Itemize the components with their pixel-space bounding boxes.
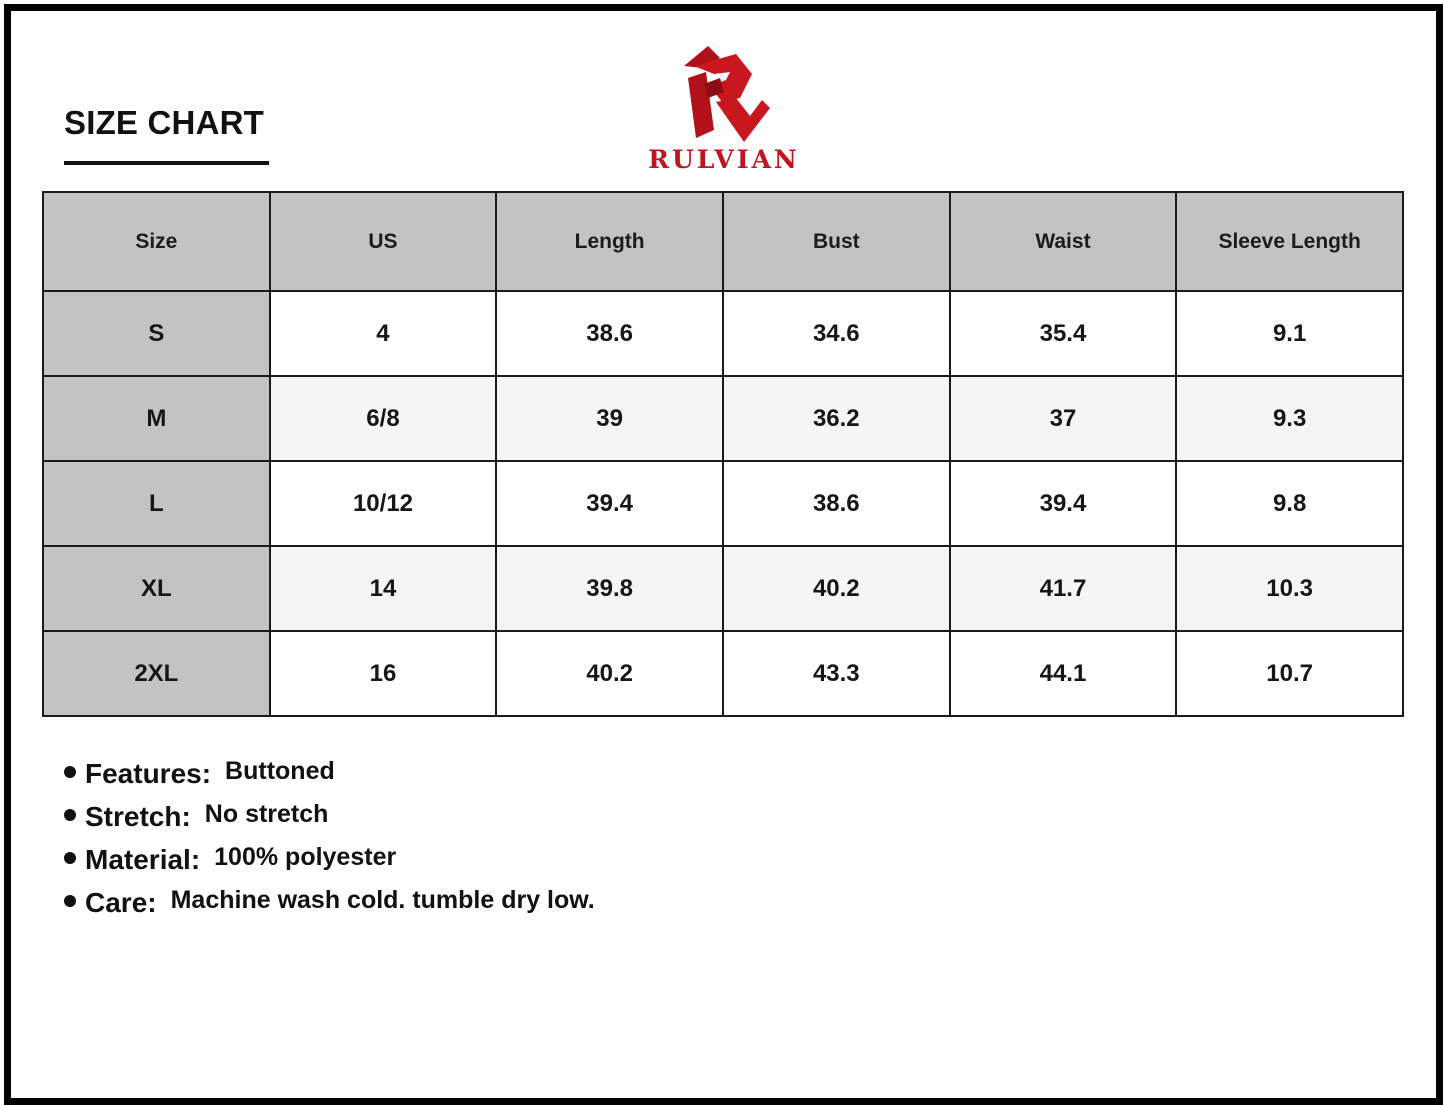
bullet-icon xyxy=(64,809,76,821)
size-table xyxy=(42,191,1404,717)
waist-cell: 41.7 xyxy=(950,546,1177,631)
list-item xyxy=(64,795,595,838)
table-row xyxy=(43,461,1403,546)
size-cell: XL xyxy=(43,546,270,631)
title-underline xyxy=(64,161,269,165)
brand-wordmark: RULVIAN xyxy=(648,145,800,174)
bullet-icon xyxy=(64,766,76,778)
size-cell: 2XL xyxy=(43,631,270,716)
size-cell: M xyxy=(43,376,270,461)
us-cell: 16 xyxy=(270,631,497,716)
feature-label: Material: xyxy=(85,843,201,875)
sleeve-length-cell: 10.3 xyxy=(1176,546,1403,631)
column-header-length: Length xyxy=(496,192,723,291)
list-item xyxy=(64,881,595,924)
bust-cell: 43.3 xyxy=(723,631,950,716)
length-cell: 40.2 xyxy=(496,631,723,716)
size-cell: L xyxy=(43,461,270,546)
bust-cell: 34.6 xyxy=(723,291,950,376)
length-cell: 39.8 xyxy=(496,546,723,631)
feature-label: Features: xyxy=(85,757,212,789)
r-logo-icon xyxy=(680,44,770,142)
sleeve-length-cell: 9.8 xyxy=(1176,461,1403,546)
feature-list xyxy=(64,752,595,924)
waist-cell: 35.4 xyxy=(950,291,1177,376)
table-row xyxy=(43,291,1403,376)
us-cell: 10/12 xyxy=(270,461,497,546)
feature-value: 100% polyester xyxy=(214,843,397,871)
bullet-icon xyxy=(64,852,76,864)
page-title: SIZE CHART xyxy=(64,104,264,141)
table-row xyxy=(43,376,1403,461)
length-cell: 39 xyxy=(496,376,723,461)
column-header-bust: Bust xyxy=(723,192,950,291)
feature-value: Machine wash cold. tumble dry low. xyxy=(170,886,595,914)
feature-value: No stretch xyxy=(204,800,329,828)
brand-logo xyxy=(634,44,814,179)
bullet-icon xyxy=(64,895,76,907)
waist-cell: 39.4 xyxy=(950,461,1177,546)
bust-cell: 36.2 xyxy=(723,376,950,461)
list-item xyxy=(64,838,595,881)
us-cell: 4 xyxy=(270,291,497,376)
feature-value: Buttoned xyxy=(225,757,335,785)
list-item xyxy=(64,752,595,795)
sleeve-length-cell: 9.1 xyxy=(1176,291,1403,376)
bust-cell: 40.2 xyxy=(723,546,950,631)
waist-cell: 44.1 xyxy=(950,631,1177,716)
us-cell: 6/8 xyxy=(270,376,497,461)
column-header-sleeve-length: Sleeve Length xyxy=(1176,192,1403,291)
bust-cell: 38.6 xyxy=(723,461,950,546)
sleeve-length-cell: 10.7 xyxy=(1176,631,1403,716)
length-cell: 39.4 xyxy=(496,461,723,546)
table-header-row xyxy=(43,192,1403,291)
column-header-us: US xyxy=(270,192,497,291)
size-cell: S xyxy=(43,291,270,376)
column-header-waist: Waist xyxy=(950,192,1177,291)
sleeve-length-cell: 9.3 xyxy=(1176,376,1403,461)
feature-label: Care: xyxy=(85,886,157,918)
feature-label: Stretch: xyxy=(85,800,191,832)
length-cell: 38.6 xyxy=(496,291,723,376)
waist-cell: 37 xyxy=(950,376,1177,461)
us-cell: 14 xyxy=(270,546,497,631)
table-row xyxy=(43,631,1403,716)
column-header-size: Size xyxy=(43,192,270,291)
table-row xyxy=(43,546,1403,631)
